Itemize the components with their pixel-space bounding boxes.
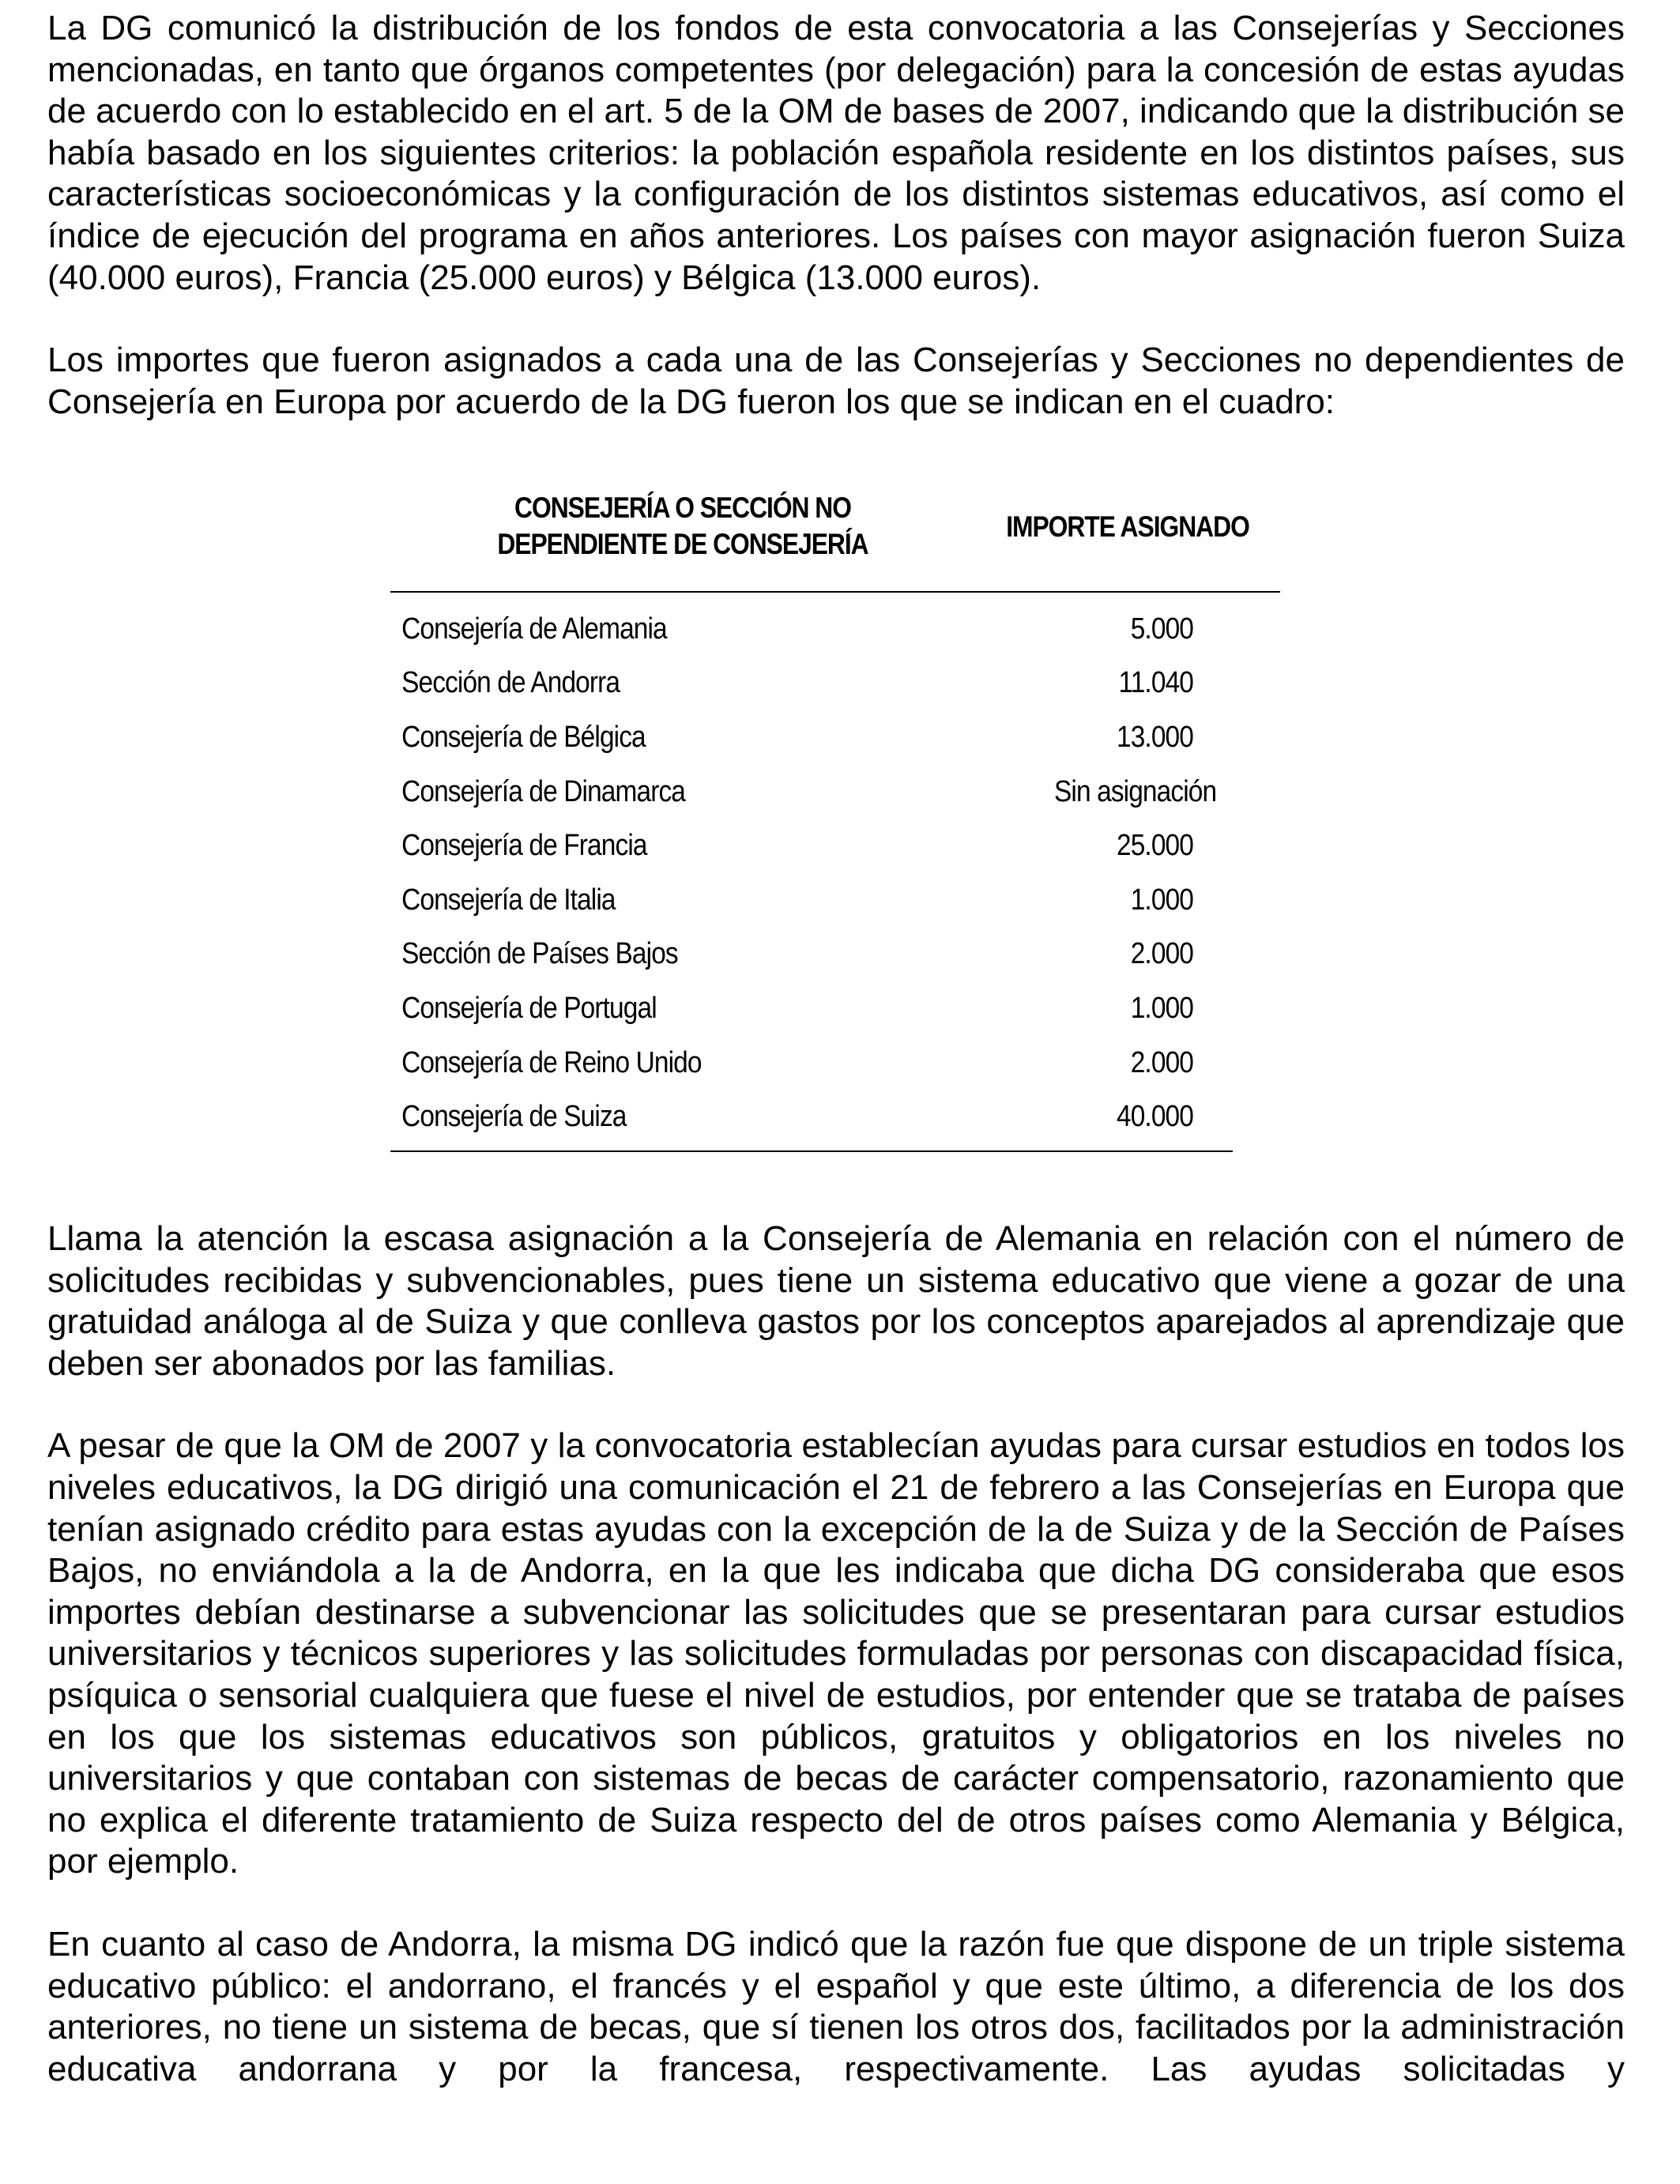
row-value: 1.000 bbox=[1130, 883, 1193, 917]
allocation-table bbox=[390, 480, 1280, 1152]
header-consejeria bbox=[431, 480, 934, 563]
table-row bbox=[390, 819, 1233, 873]
header-consejeria-line2: DEPENDIENTE DE CONSEJERÍA bbox=[497, 528, 868, 560]
row-value: 40.000 bbox=[1116, 1100, 1193, 1134]
paragraph-distribution-criteria: La DG comunicó la distribución de los fondos de esta convocatoria a las Consejerías y Secciones mencionadas, en tanto que órganos competentes (por delegación) para la concesión de estas ayudas de acuerdo con lo establecido en el art. 5 de la OM de bases de 2007, indicando que la distribución se había basado en los siguientes criterios: la población española residente en los distintos países, sus características socioeconómicas y la configuración de los distintos sistemas educativos, así como el índice de ejecución del programa en años anteriores. Los países con mayor asignación fueron Suiza (40.000 euros), Francia (25.000 euros) y Bélgica (13.000 euros). bbox=[47, 9, 1625, 297]
row-value: 13.000 bbox=[1116, 720, 1193, 754]
table-body bbox=[390, 593, 1233, 1152]
row-value: 2.000 bbox=[1130, 937, 1193, 971]
table-row bbox=[390, 1090, 1233, 1144]
document-page bbox=[47, 8, 1625, 423]
row-name: Consejería de Italia bbox=[401, 883, 616, 917]
row-value: Sin asignación bbox=[1054, 774, 1217, 808]
table-row bbox=[390, 928, 1233, 982]
table-header bbox=[390, 480, 1280, 593]
paragraph-alemania-note: Llama la atención la escasa asignación a la Consejería de Alemania en relación con el número de solicitudes recibidas y subvencionables, pues tiene un sistema educativo que viene a gozar de una gratuidad análoga al de Suiza y que conlleva gastos por los conceptos aparejados al aprendizaje que deben ser abonados por las familias. bbox=[47, 1219, 1625, 1383]
row-value: 11.040 bbox=[1118, 666, 1193, 700]
row-value: 2.000 bbox=[1130, 1045, 1193, 1079]
table-row bbox=[390, 602, 1233, 657]
row-name: Consejería de Bélgica bbox=[401, 720, 646, 754]
paragraph-andorra-case: En cuanto al caso de Andorra, la misma DG indicó que la razón fue que dispone de un triple sistema educativo público: el andorrano, el francés y el español y que este último, a diferencia de los dos anteriores, no tiene un sistema de becas, que sí tienen los otros dos, facilitados por la administración educativa andorrana y por la francesa, respectivamente. Las ayudas solicitadas y bbox=[47, 1924, 1625, 2088]
row-value: 1.000 bbox=[1130, 991, 1193, 1025]
table-row bbox=[390, 765, 1233, 819]
header-consejeria-line1: CONSEJERÍA O SECCIÓN NO bbox=[514, 491, 851, 524]
paragraph-table-intro: Los importes que fueron asignados a cada una de las Consejerías y Secciones no dependientes de Consejería en Europa por acuerdo de la DG fueron los que se indican en el cuadro: bbox=[47, 341, 1625, 421]
row-name: Consejería de Suiza bbox=[401, 1100, 627, 1134]
paragraph-dg-communication: A pesar de que la OM de 2007 y la convocatoria establecían ayudas para cursar estudios en todos los niveles educativos, la DG dirigió una comunicación el 21 de febrero a las Consejerías en Europa que tenían asignado crédito para estas ayudas con la excepción de la de Suiza y de la Sección de Países Bajos, no enviándola a la de Andorra, en la que les indicaba que dicha DG consideraba que esos importes debían destinarse a subvencionar las solicitudes que se presentaran para cursar estudios universitarios y técnicos superiores y las solicitudes formuladas por personas con discapacidad física, psíquica o sensorial cualquiera que fuese el nivel de estudios, por entender que se trataba de países en los que los sistemas educativos son públicos, gratuitos y obligatorios en los niveles no universitarios y que contaban con sistemas de becas de carácter compensatorio, razonamiento que no explica el diferente tratamiento de Suiza respecto del de otros países como Alemania y Bélgica, por ejemplo. bbox=[47, 1426, 1625, 1881]
row-name: Sección de Andorra bbox=[401, 666, 620, 700]
row-value: 5.000 bbox=[1130, 612, 1193, 646]
document-lower-section bbox=[47, 1218, 1625, 2090]
row-name: Consejería de Francia bbox=[401, 829, 647, 863]
row-name: Consejería de Dinamarca bbox=[401, 774, 686, 808]
table-row bbox=[390, 873, 1233, 928]
header-importe: IMPORTE ASIGNADO bbox=[1006, 510, 1249, 543]
table-row bbox=[390, 710, 1233, 765]
table-row bbox=[390, 981, 1233, 1036]
row-name: Consejería de Reino Unido bbox=[401, 1045, 702, 1079]
table-row bbox=[390, 1036, 1233, 1090]
row-name: Consejería de Portugal bbox=[401, 991, 657, 1025]
row-name: Consejería de Alemania bbox=[401, 612, 667, 646]
row-name: Sección de Países Bajos bbox=[401, 937, 678, 971]
row-value: 25.000 bbox=[1116, 829, 1193, 863]
table-row bbox=[390, 657, 1233, 711]
